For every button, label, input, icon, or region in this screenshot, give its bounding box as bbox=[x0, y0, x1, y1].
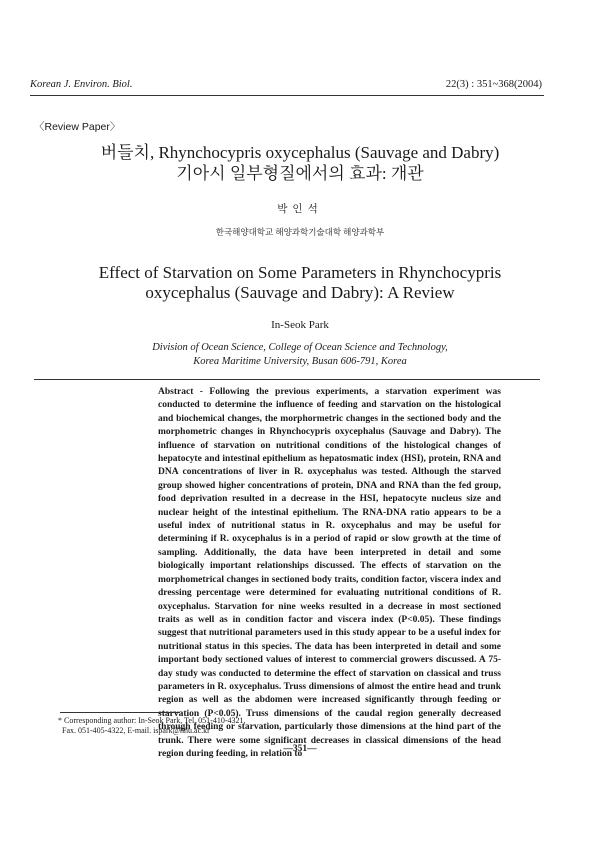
korean-author: 박인석 bbox=[277, 204, 323, 215]
journal-header-left: Korean J. Environ. Biol. bbox=[30, 79, 133, 90]
abstract-text: Abstract - Following the previous experiments, a starvation experiment was conducted to determine the influence of feeding and starvation on the histological and biochemical changes, the morphormetric changes in the sectioned body and the morphometric changes in Rhynchocypris oxycephalus (Sauvage and Dabry). The influence of starvation on nutritional conditions of the histological changes of hepatocyte and intestinal epithelium as hepatosmatic index (HSI), protein, RNA and DNA concentrations of liver in R. oxycephalus was tested. Although the starved group showed higher concentrations of protein, DNA and RNA than the fed group, food deprivation resulted in a decrease in the HSI, hepatocyte nucleus size and nuclear height of the intestinal epithelium. The RNA-DNA ratio appears to be a useful index of nutritional status in R. oxycephalus and may be useful for determining if R. oxycephalus is in a period of rapid or slow growth at the time of sampling. Additionally, the data have been interpreted in detail and some biologically important relationships discussed. The effects of starvation on the morphometrical changes in sectioned body traits, condition factor, viscera index and dressing percentage were determined for evaluating nutritional conditions of R. oxycephalus. Starvation for nine weeks resulted in a decrease in most sectioned traits as well as in condition factor and viscera index (P<0.05). These findings suggest that nutritional parameters used in this study appear to be a useful index for nutritional status in this species. The data has been interpreted in detail and some important body sectioned values of interest to commercial growers discussed. A 75-day study was conducted to determine the effect of starvation on classical and truss parameters in R. oxycephalus. Truss dimensions of almost the entire head and trunk region as well as the abdomen were increased significantly through feeding or starvation (P<0.05). Truss dimensions of the caudal region generally decreased through feeding or starvation, particularly those dimensions at the hind part of the trunk. There were some significant decreases in classical dimensions of the head region during feeding, in relation to bbox=[158, 387, 501, 759]
english-affiliation-line2: Korea Maritime University, Busan 606-791, Korea bbox=[193, 356, 407, 367]
page-number: —351— bbox=[283, 744, 317, 754]
footnote-line2: Fax. 051-405-4322, E-mail. ispark@hhu.ac.kr bbox=[62, 726, 210, 735]
footnote-line1: * Corresponding author: In-Seok Park, Tel. 051-410-4321, bbox=[58, 716, 246, 725]
english-title-line2: oxycephalus (Sauvage and Dabry): A Review bbox=[145, 283, 455, 302]
header-rule bbox=[30, 95, 544, 96]
journal-header-citation: 22(3) : 351~368(2004) bbox=[445, 79, 542, 90]
article-type: 〈Review Paper〉 bbox=[34, 121, 121, 133]
english-title-line1: Effect of Starvation on Some Parameters in Rhynchocypris bbox=[98, 263, 502, 282]
english-author: In-Seok Park bbox=[271, 319, 329, 331]
footnote-rule bbox=[60, 712, 180, 713]
abstract-rule bbox=[34, 379, 540, 380]
korean-affiliation: 한국해양대학교 해양과학기술대학 해양과학부 bbox=[215, 227, 385, 237]
korean-title-line2: 기아시 일부형질에서의 효과: 개관 bbox=[176, 164, 424, 183]
korean-title-line1: 버들치, Rhynchocypris oxycephalus (Sauvage and Dabry) bbox=[100, 143, 500, 162]
english-affiliation-line1: Division of Ocean Science, College of Ocean Science and Technology, bbox=[152, 342, 448, 353]
